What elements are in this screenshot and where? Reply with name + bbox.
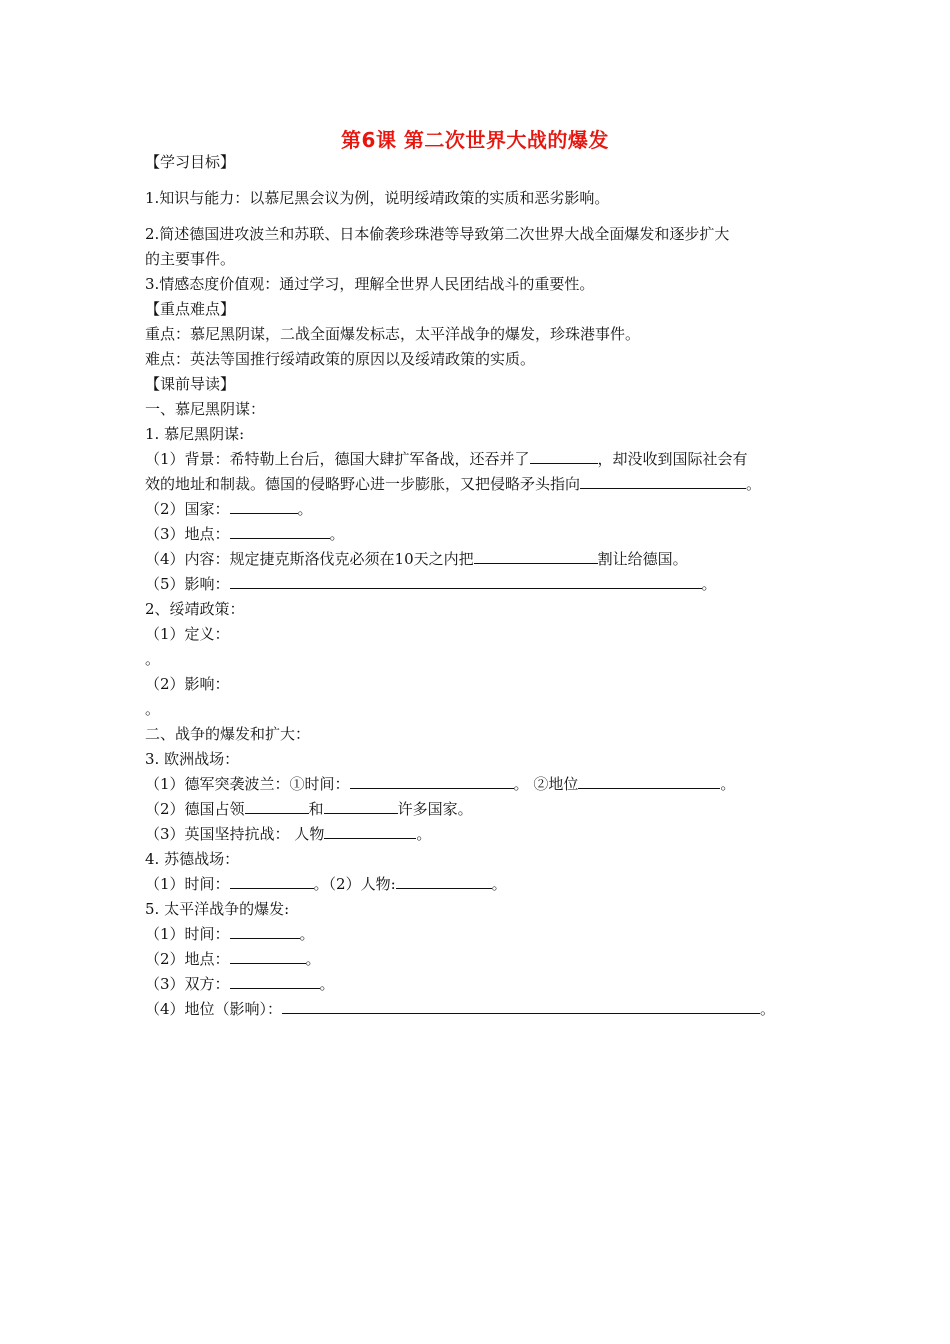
britain-label: （3）英国坚持抗战： 人物: [145, 825, 325, 843]
content-label: （4）内容：规定捷克斯洛伐克必须在10天之内把: [145, 550, 474, 568]
soviet-line: [145, 874, 507, 894]
pacific-sides-label: （3）双方：: [145, 975, 230, 993]
answer-blank[interactable]: [324, 824, 416, 839]
content-text: 割让给德国。: [597, 550, 688, 568]
pacific-place-line: [145, 949, 321, 969]
answer-blank[interactable]: [230, 924, 300, 939]
goal-1: 1.知识与能力：以慕尼黑会议为例，说明绥靖政策的实质和恶劣影响。: [145, 189, 610, 207]
period: 。: [746, 475, 762, 493]
definition-end: 。: [145, 650, 161, 668]
impact-2-label: （2）影响：: [145, 675, 230, 693]
soviet-time-label: （1）时间：: [145, 875, 230, 893]
impact-label: （5）影响：: [145, 575, 230, 593]
and-text: 和: [308, 800, 324, 818]
impact-line: [145, 574, 717, 594]
period: 。: [491, 875, 507, 893]
period: 。: [329, 525, 345, 543]
answer-blank[interactable]: [396, 874, 492, 889]
poland-status-label: 。 ②地位: [513, 775, 579, 793]
pacific-time-label: （1）时间：: [145, 925, 230, 943]
impact-2-end: 。: [145, 700, 161, 718]
definition-label: （1）定义：: [145, 625, 230, 643]
page-title: 第6课 第二次世界大战的爆发: [341, 128, 609, 152]
item-1-heading: 1. 慕尼黑阴谋:: [145, 425, 245, 443]
item-5-heading: 5. 太平洋战争的爆发:: [145, 900, 290, 918]
pacific-status-line: [145, 999, 775, 1019]
background-line: [145, 449, 748, 469]
answer-blank[interactable]: [350, 774, 514, 789]
answer-blank[interactable]: [230, 499, 298, 514]
background-text: ，却没收到国际社会有: [597, 450, 748, 468]
answer-blank[interactable]: [230, 874, 314, 889]
answer-blank[interactable]: [474, 549, 598, 564]
period: 。: [297, 500, 313, 518]
poland-line: [145, 774, 735, 794]
item-4-heading: 4. 苏德战场：: [145, 850, 240, 868]
section-2-heading: 二、战争的爆发和扩大：: [145, 725, 311, 743]
pacific-place-label: （2）地点：: [145, 950, 230, 968]
period: 。: [299, 925, 315, 943]
answer-blank[interactable]: [230, 574, 702, 589]
period: 。: [701, 575, 717, 593]
background-text-cont: 效的地址和制裁。德国的侵略野心进一步膨胀，又把侵略矛头指向: [145, 475, 581, 493]
answer-blank[interactable]: [230, 974, 320, 989]
occupy-text: 许多国家。: [397, 800, 473, 818]
answer-blank[interactable]: [245, 799, 309, 814]
difficulty-text: 难点：英法等国推行绥靖政策的原因以及绥靖政策的实质。: [145, 350, 536, 368]
soviet-person-label: 。（2）人物:: [313, 875, 396, 893]
goal-2: 2.简述德国进攻波兰和苏联、日本偷袭珍珠港等导致第二次世界大战全面爆发和逐步扩大: [145, 225, 730, 243]
pacific-status-label: （4）地位（影响）：: [145, 1000, 283, 1018]
answer-blank[interactable]: [230, 524, 330, 539]
period: 。: [720, 775, 736, 793]
pacific-sides-line: [145, 974, 335, 994]
answer-blank[interactable]: [324, 799, 398, 814]
period: 。: [319, 975, 335, 993]
keypoint-text: 重点：慕尼黑阴谋，二战全面爆发标志，太平洋战争的爆发，珍珠港事件。: [145, 325, 641, 343]
answer-blank[interactable]: [282, 999, 760, 1014]
occupy-label: （2）德国占领: [145, 800, 245, 818]
place-label: （3）地点：: [145, 525, 230, 543]
goals-heading: 【学习目标】: [145, 153, 236, 171]
period: 。: [416, 825, 432, 843]
background-label: （1）背景：希特勒上台后，德国大肆扩军备战，还吞并了: [145, 450, 530, 468]
section-1-heading: 一、慕尼黑阴谋：: [145, 400, 266, 418]
goal-2-cont: 的主要事件。: [145, 250, 236, 268]
period: 。: [760, 1000, 776, 1018]
place-line: [145, 524, 345, 544]
occupy-line: [145, 799, 473, 819]
country-label: （2）国家：: [145, 500, 230, 518]
preview-heading: 【课前导读】: [145, 375, 236, 393]
britain-line: [145, 824, 431, 844]
item-2-heading: 2、绥靖政策：: [145, 600, 245, 618]
answer-blank[interactable]: [580, 474, 746, 489]
background-line-cont: [145, 474, 761, 494]
item-3-heading: 3. 欧洲战场：: [145, 750, 240, 768]
pacific-time-line: [145, 924, 315, 944]
goal-3: 3.情感态度价值观：通过学习，理解全世界人民团结战斗的重要性。: [145, 275, 595, 293]
period: 。: [305, 950, 321, 968]
answer-blank[interactable]: [230, 949, 306, 964]
answer-blank[interactable]: [578, 774, 720, 789]
poland-label: （1）德军突袭波兰：①时间：: [145, 775, 350, 793]
content-line: [145, 549, 688, 569]
country-line: [145, 499, 313, 519]
keypoints-heading: 【重点难点】: [145, 300, 236, 318]
answer-blank[interactable]: [530, 449, 598, 464]
